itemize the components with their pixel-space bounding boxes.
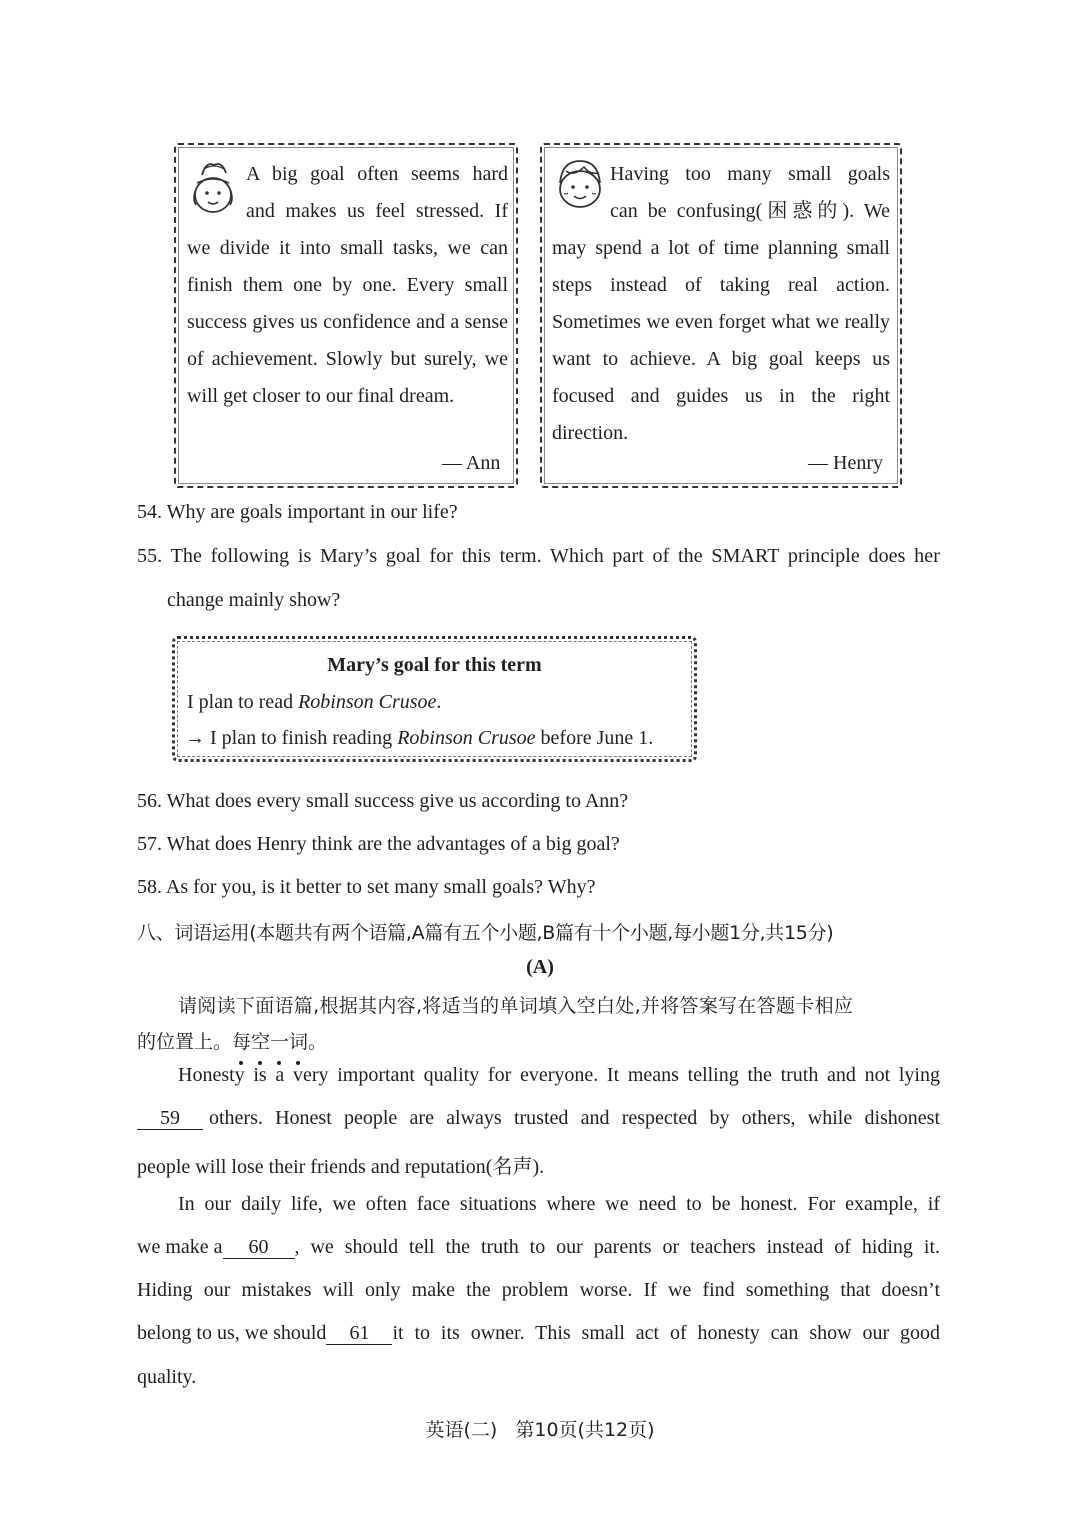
instruction-emphasis-text: 每空一词 bbox=[232, 1031, 309, 1053]
henry-line-2: can be confusing(困惑的). We bbox=[610, 200, 890, 222]
boy-face-icon bbox=[554, 157, 606, 213]
part-a-label: (A) bbox=[526, 956, 554, 978]
blank-61[interactable]: 61 bbox=[326, 1322, 392, 1345]
mary-goal-box bbox=[172, 636, 697, 762]
passage-p2-line-2 bbox=[137, 1236, 940, 1259]
ann-signature: — Ann bbox=[442, 452, 501, 474]
mary-goal-original bbox=[187, 691, 441, 714]
passage-p2-line-1: In our daily life, we often face situations where we need to be honest. For example, if bbox=[178, 1193, 940, 1215]
passage-p2-line-2-prefix: we make a bbox=[137, 1236, 223, 1258]
question-54: 54. Why are goals important in our life? bbox=[137, 501, 458, 523]
passage-p1-line-3: people will lose their friends and reputation(名声). bbox=[137, 1156, 545, 1178]
girl-face-icon bbox=[188, 159, 238, 219]
henry-body: may spend a lot of time planning small steps instead of taking real action. Sometimes we even forget what we really want to achieve. A big goal keeps us focused and guides us in the right direction. bbox=[552, 237, 890, 444]
instruction-end: 。 bbox=[308, 1031, 328, 1053]
henry-card bbox=[540, 143, 902, 488]
question-55-line-1: 55. The following is Mary’s goal for this term. Which part of the SMART principle does her bbox=[137, 545, 940, 567]
mary-goal-revised-text: → I plan to finish reading bbox=[185, 727, 398, 749]
instruction-line-2-text: 的位置上。 bbox=[137, 1031, 233, 1053]
instruction-line-2 bbox=[137, 1027, 327, 1054]
page-footer: 英语(二) 第10页(共12页) bbox=[425, 1419, 655, 1441]
question-55-line-2: change mainly show? bbox=[167, 589, 341, 611]
passage-p2-line-2-text: , we should tell the truth to our parents or teachers instead of hiding it. bbox=[294, 1236, 940, 1258]
ann-body: we divide it into small tasks, we can finish them one by one. Every small success gives us confidence and a sense of achievement. Slowly but surely, we will get closer to our final dream. bbox=[187, 237, 508, 407]
question-57: 57. What does Henry think are the advantages of a big goal? bbox=[137, 833, 620, 855]
mary-goal-original-end: . bbox=[436, 691, 442, 713]
passage-p1-line-2-text: others. Honest people are always trusted and respected by others, while dishonest bbox=[209, 1107, 940, 1129]
mary-goal-title: Mary’s goal for this term bbox=[327, 654, 542, 676]
passage-p1-line-2 bbox=[137, 1107, 940, 1130]
question-58: 58. As for you, is it better to set many small goals? Why? bbox=[137, 876, 596, 898]
mary-goal-revised bbox=[185, 727, 653, 750]
henry-line-1: Having too many small goals bbox=[610, 163, 890, 185]
instruction-emphasis bbox=[232, 1031, 308, 1053]
blank-59[interactable]: 59 bbox=[137, 1107, 203, 1130]
section-8-heading: 八、词语运用(本题共有两个语篇,A篇有五个小题,B篇有十个小题,每小题1分,共15分) bbox=[137, 922, 834, 944]
ann-line-1: A big goal often seems hard bbox=[246, 163, 508, 185]
blank-60[interactable]: 60 bbox=[223, 1236, 295, 1259]
henry-signature: — Henry bbox=[808, 452, 883, 474]
mary-goal-original-text: I plan to read bbox=[187, 691, 299, 713]
passage-p2-line-4-prefix: belong to us, we should bbox=[137, 1322, 327, 1344]
passage-p1-line-1: Honesty is a very important quality for everyone. It means telling the truth and not lying bbox=[178, 1064, 940, 1086]
ann-line-2: and makes us feel stressed. If bbox=[246, 200, 508, 222]
passage-p2-line-3: Hiding our mistakes will only make the problem worse. If we find something that doesn’t bbox=[137, 1279, 940, 1301]
instruction-line-1: 请阅读下面语篇,根据其内容,将适当的单词填入空白处,并将答案写在答题卡相应 bbox=[178, 995, 854, 1017]
book-title: Robinson Crusoe bbox=[298, 691, 437, 713]
mary-goal-revised-end: before June 1. bbox=[535, 727, 654, 749]
passage-p2-line-4 bbox=[137, 1322, 940, 1345]
ann-card bbox=[174, 143, 518, 488]
passage-p2-line-5: quality. bbox=[137, 1366, 197, 1388]
question-56: 56. What does every small success give us according to Ann? bbox=[137, 790, 629, 812]
passage-p2-line-4-text: it to its owner. This small act of honesty can show our good bbox=[392, 1322, 940, 1344]
book-title: Robinson Crusoe bbox=[397, 727, 536, 749]
